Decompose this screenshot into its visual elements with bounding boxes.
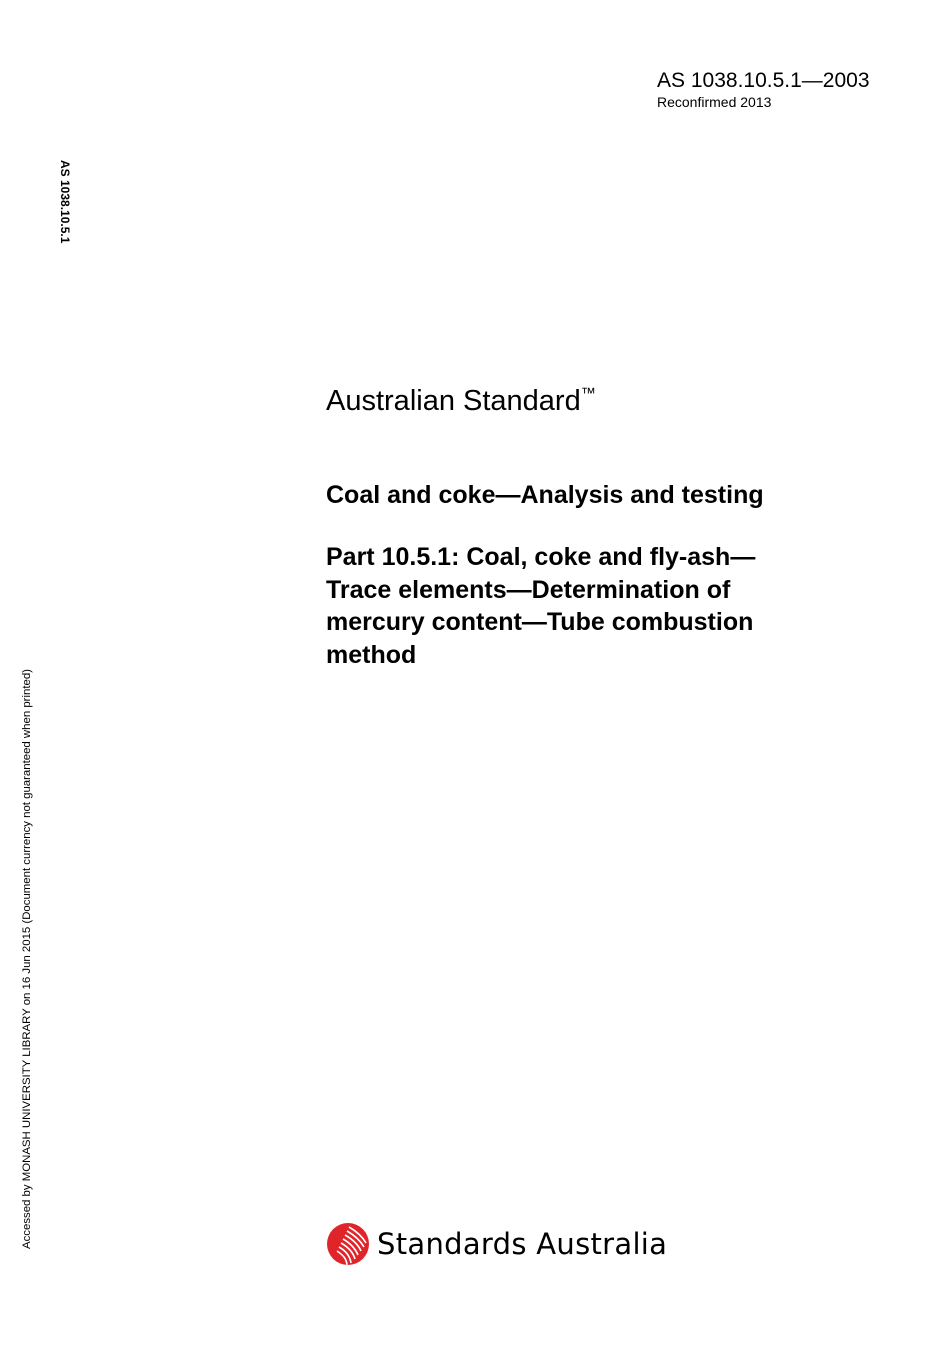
reconfirmed-date: Reconfirmed 2013 bbox=[657, 94, 772, 110]
series-title: Coal and coke—Analysis and testing bbox=[326, 481, 764, 509]
brand-heading bbox=[326, 376, 596, 419]
standard-number: AS 1038.10.5.1—2003 bbox=[657, 69, 870, 92]
brand-name: Australian Standard bbox=[326, 385, 581, 417]
part-title-line: method bbox=[326, 640, 417, 669]
access-notice bbox=[20, 596, 40, 1251]
part-title bbox=[326, 541, 886, 671]
trademark-symbol: ™ bbox=[580, 385, 596, 402]
standards-australia-logo bbox=[326, 1221, 667, 1267]
part-title-line: mercury content—Tube combustion bbox=[326, 608, 754, 636]
logo-text: Standards Australia bbox=[377, 1227, 668, 1261]
side-standard-code bbox=[54, 160, 74, 270]
access-notice-text: Accessed by MONASH UNIVERSITY LIBRARY on 16 Jun 2015 (Document currency not guaranteed when printed) bbox=[21, 669, 33, 1249]
part-title-line: Trace elements—Determination of bbox=[326, 575, 731, 604]
part-title-line: Part 10.5.1: Coal, coke and fly-ash— bbox=[326, 543, 756, 571]
standards-australia-logo-icon bbox=[326, 1222, 370, 1266]
side-standard-code-text: AS 1038.10.5.1 bbox=[58, 160, 72, 244]
